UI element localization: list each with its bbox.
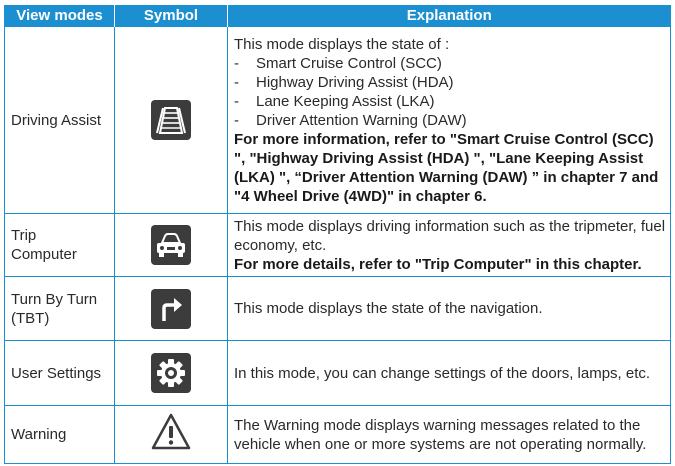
table-row-warning: [5, 406, 671, 464]
header-symbol: Symbol: [115, 5, 228, 27]
symbol-cell: [115, 341, 228, 406]
header-explanation: Explanation: [228, 5, 671, 27]
list-item: - Highway Driving Assist (HDA): [234, 73, 454, 91]
lane-driving-assist-icon: [151, 100, 191, 140]
table-row-driving-assist: [5, 27, 671, 214]
symbol-cell: [115, 277, 228, 341]
explanation-user-settings: In this mode, you can change settings of the doors, lamps, etc.: [228, 341, 671, 406]
mode-name-warning: Warning: [5, 406, 115, 464]
table-row-user-settings: [5, 341, 671, 406]
symbol-cell: [115, 214, 228, 277]
view-modes-table: [4, 5, 671, 464]
symbol-cell: [115, 406, 228, 464]
list-item: - Driver Attention Warning (DAW): [234, 111, 467, 129]
mode-name-turn-by-turn: Turn By Turn (TBT): [5, 277, 115, 341]
mode-name-driving-assist: Driving Assist: [5, 27, 115, 214]
list-item: - Lane Keeping Assist (LKA): [234, 92, 435, 110]
mode-name-user-settings: User Settings: [5, 341, 115, 406]
table-row-turn-by-turn: [5, 277, 671, 341]
explanation-trip-computer: This mode displays driving information such as the tripmeter, fuel economy, etc. For more details, refer to "Trip Computer" in this chapter.: [228, 214, 671, 277]
turn-right-arrow-icon: [151, 289, 191, 329]
car-front-icon: [151, 225, 191, 265]
explanation-warning: The Warning mode displays warning messages related to the vehicle when one or more systems are not operating normally.: [228, 406, 671, 464]
symbol-cell: [115, 27, 228, 214]
table-row-trip-computer: [5, 214, 671, 277]
list-item: - Smart Cruise Control (SCC): [234, 54, 442, 72]
intro-text: This mode displays the state of :: [234, 35, 450, 53]
header-view-modes: View modes: [5, 5, 115, 27]
explanation-turn-by-turn: This mode displays the state of the navigation.: [228, 277, 671, 341]
mode-name-trip-computer: Trip Computer: [5, 214, 115, 277]
warning-triangle-icon: [150, 412, 192, 457]
reference-note: For more information, refer to "Smart Cruise Control (SCC) ", "Highway Driving Assist (HDA) ", "Lane Keeping Assist (LKA) ", “Driver Attention Warning (DAW) ” in chapter 7 and "4 Wheel Drive (4WD)" in chapter 6.: [234, 130, 659, 205]
gear-icon: [151, 353, 191, 393]
table-header-row: [5, 5, 671, 27]
reference-note: For more details, refer to "Trip Computer" in this chapter.: [234, 255, 642, 273]
explanation-driving-assist: [228, 27, 671, 214]
